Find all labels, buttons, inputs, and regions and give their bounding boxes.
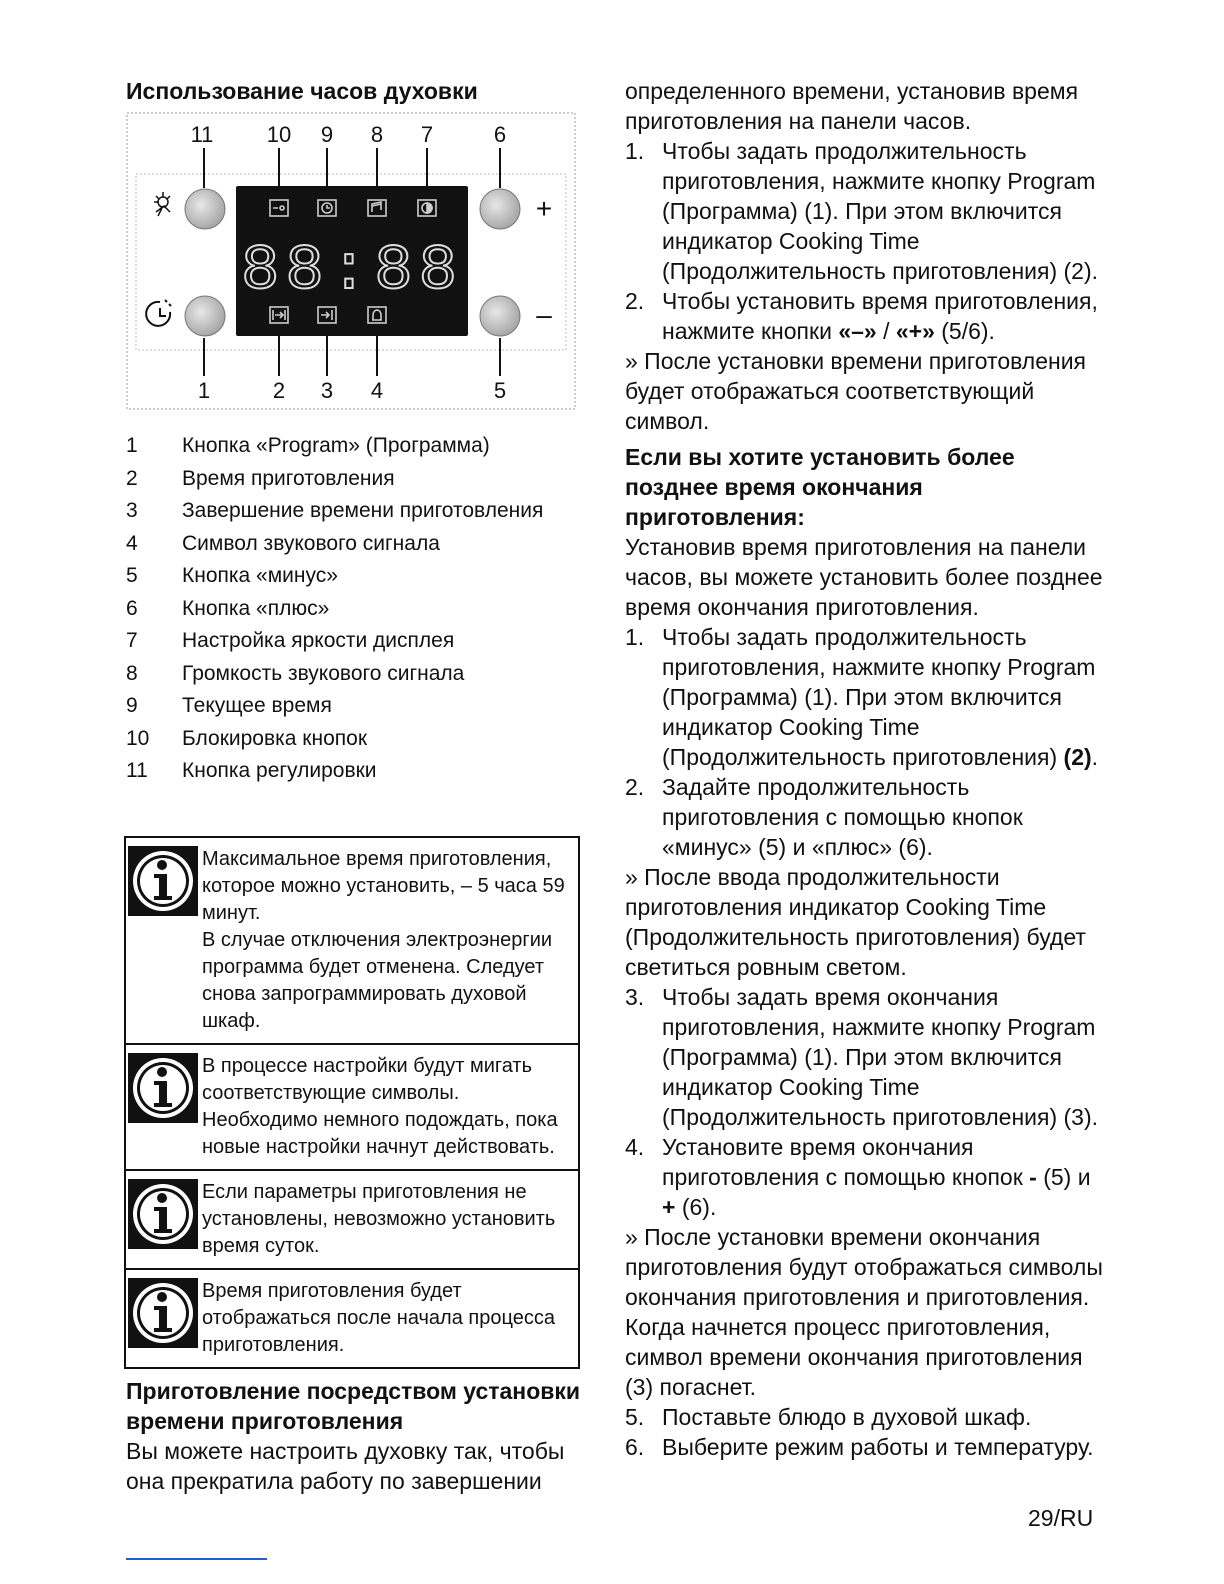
clock-timer-icon [146,300,171,326]
plus-knob[interactable] [480,189,520,229]
legend-number: 6 [126,596,138,620]
step-item [625,1132,1105,1222]
step-text: Чтобы задать продолжительность приготовления, нажмите кнопку Program (Программа) (1). При этом включится индикатор Cooking Time (Продолжительность приготовления) (2). [662,624,1099,770]
step-item [625,1402,1105,1432]
light-fan-icon [154,192,170,216]
clock-section-heading: Использование часов духовки [126,78,478,104]
legend-number: 11 [126,759,148,782]
step-item [625,772,1105,862]
adjust-knob[interactable] [185,189,225,229]
step-number: 2. [625,288,645,314]
legend-row [126,755,586,788]
step-number: 4. [625,1134,645,1160]
intro-continuation: определенного времени, установив время приготовления на панели часов. [625,78,1079,134]
step-text: Поставьте блюдо в духовой шкаф. [662,1404,1032,1430]
callout-label-10: 10 [266,122,292,147]
later-end-intro: Установив время приготовления на панели часов, вы можете установить более позднее время окончания приготовления. [625,534,1103,620]
cooking-time-intro: Вы можете настроить духовку так, чтобы она прекратила работу по завершении [126,1438,565,1494]
legend-number: 2 [126,466,138,490]
legend-row [126,560,586,593]
callout-label-1: 1 [197,378,211,403]
step-text: Задайте продолжительность приготовления с помощью кнопок «минус» (5) и «плюс» (6). [662,774,1023,860]
step-text: Чтобы задать время окончания приготовления, нажмите кнопку Program (Программа) (1). При этом включится индикатор Cooking Time (Продолжительность приготовления) (3). [662,984,1099,1130]
legend-text: Время приготовления [182,466,395,490]
info-note-paragraph: В случае отключения электроэнергии программа будет отменена. Следует снова запрограммировать духовой шкаф. [202,929,553,1032]
step-number: 3. [625,984,645,1010]
legend-text: Завершение времени приготовления [182,499,544,522]
info-icon [126,838,202,1043]
plus-symbol: + [535,193,553,224]
left-column [126,76,586,106]
legend-row [126,625,586,658]
steps-c [625,1402,1105,1462]
info-note-text [202,838,578,1043]
legend-number: 7 [126,629,138,652]
callout-label-8: 8 [370,122,384,147]
steps-b [625,622,1105,862]
legend-row [126,723,586,756]
steps-a [625,136,1105,346]
step-text: Выберите режим работы и температуру. [662,1434,1094,1460]
legend-number: 10 [126,726,150,750]
right-column [625,76,1105,1462]
callout-label-11: 11 [190,122,214,147]
legend-text: Кнопка «плюс» [182,596,330,620]
program-knob[interactable] [185,296,225,336]
cooking-time-section [126,1376,596,1496]
callout-label-4: 4 [370,378,384,403]
info-note-text [202,1270,578,1367]
callout-label-2: 2 [272,378,286,403]
step-number: 2. [625,774,645,800]
result-note-b: » После ввода продолжительности приготовления индикатор Cooking Time (Продолжительность приготовления) будет светиться ровным светом. [625,864,1086,980]
footer-rule [126,1558,267,1560]
info-note-paragraph: В процессе настройки будут мигать соответствующие символы. Необходимо немного подождать, пока новые настройки начнут действовать. [202,1055,558,1158]
result-note-a: » После установки времени приготовления будет отображаться соответствующий символ. [625,348,1087,434]
legend-row [126,528,586,561]
legend-text: Кнопка «минус» [182,564,338,587]
step-number: 1. [625,138,645,164]
step-item [625,1432,1105,1462]
display-digits: 88:88 [240,236,464,308]
step-item [625,982,1105,1132]
legend-text: Текущее время [182,694,332,717]
page-number: 29/RU [1028,1505,1094,1531]
info-note-text [202,1045,578,1169]
legend-text: Символ звукового сигнала [182,531,440,555]
info-icon [126,1171,202,1268]
info-note-paragraph: Максимальное время приготовления, которое можно установить, – 5 часа 59 минут. [202,848,565,924]
info-note-paragraph: Время приготовления будет отображаться после начала процесса приготовления. [202,1280,555,1356]
legend-row [126,430,586,463]
minus-symbol: – [536,299,552,330]
minus-knob[interactable] [480,296,520,336]
legend-row [126,495,586,528]
legend-text: Громкость звукового сигнала [182,661,465,685]
callout-label-3: 3 [320,378,334,403]
later-end-heading: Если вы хотите установить более позднее время окончания приготовления: [625,444,1015,530]
info-notes-box [124,836,580,1369]
step-text: Установите время окончания приготовления с помощью кнопок - (5) и + (6). [662,1134,1091,1220]
info-note [126,1171,578,1270]
info-note [126,838,578,1045]
legend-row [126,690,586,723]
info-icon [126,1270,202,1367]
diagram-legend [126,430,586,788]
legend-number: 8 [126,661,138,685]
step-text: Чтобы установить время приготовления, нажмите кнопки «–» / «+» (5/6). [662,288,1098,344]
legend-row [126,593,586,626]
legend-number: 9 [126,694,138,717]
step-number: 5. [625,1404,645,1430]
callout-label-7: 7 [420,122,434,147]
legend-text: Кнопка регулировки [182,759,377,782]
info-note [126,1270,578,1367]
legend-text: Настройка яркости дисплея [182,629,455,652]
step-item [625,622,1105,772]
info-icon [126,1045,202,1169]
info-note-text [202,1171,578,1268]
steps-b2 [625,982,1105,1222]
result-note-c: » После установки времени окончания приготовления будут отображаться символы окончания приготовления и приготовления. Когда начнется процесс приготовления, символ времени окончания приготовления (3) погаснет. [625,1224,1103,1400]
legend-text: Кнопка «Program» (Программа) [182,434,490,457]
oven-clock-diagram [126,112,576,410]
callout-label-6: 6 [493,122,507,147]
legend-number: 5 [126,564,138,587]
step-text: Чтобы задать продолжительность приготовления, нажмите кнопку Program (Программа) (1). При этом включится индикатор Cooking Time (Продолжительность приготовления) (2). [662,138,1099,284]
legend-number: 1 [126,434,138,457]
callout-label-5: 5 [493,378,507,403]
info-note [126,1045,578,1171]
cooking-time-heading: Приготовление посредством установки времени приготовления [126,1378,581,1434]
step-item [625,136,1105,286]
step-number: 1. [625,624,645,650]
step-item [625,286,1105,346]
legend-number: 3 [126,499,138,522]
info-note-paragraph: Если параметры приготовления не установлены, невозможно установить время суток. [202,1181,556,1257]
legend-number: 4 [126,531,138,555]
callout-label-9: 9 [320,122,334,147]
legend-row [126,463,586,496]
legend-row [126,658,586,691]
step-number: 6. [625,1434,645,1460]
legend-text: Блокировка кнопок [182,726,368,750]
